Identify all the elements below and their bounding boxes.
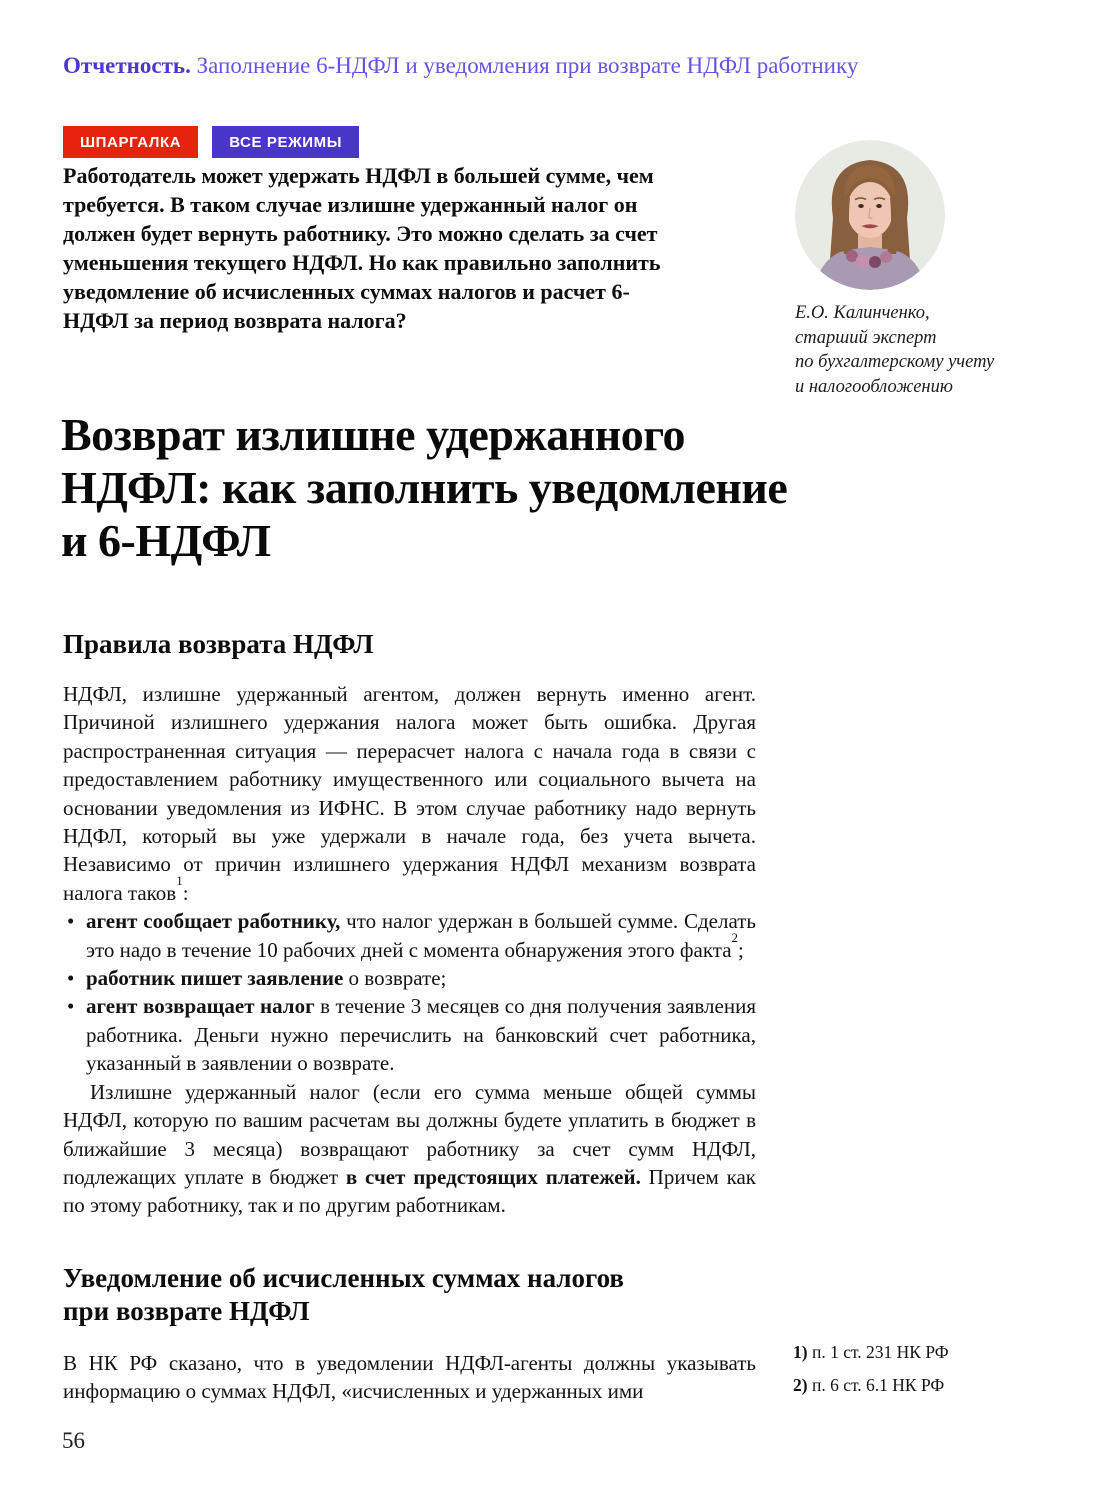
article-topic: Заполнение 6-НДФЛ и уведомления при возврате НДФЛ работнику: [196, 53, 859, 78]
badge-all-modes: ВСЕ РЕЖИМЫ: [212, 126, 359, 158]
section-heading-rules: Правила возврата НДФЛ: [63, 629, 374, 659]
article-title: [61, 408, 1071, 567]
author-role-line: и налогообложению: [795, 376, 953, 397]
paragraph: [63, 1078, 756, 1220]
footnote-ref-1: 1: [176, 872, 183, 888]
author-role-line: по бухгалтерскому учету: [795, 352, 995, 372]
paragraph-bold: в счет предстоящих платежей.: [345, 1164, 641, 1189]
footnote-number: 2): [793, 1375, 808, 1395]
footnote-text: п. 6 ст. 6.1 НК РФ: [811, 1375, 945, 1395]
author-role-line: старший эксперт: [795, 327, 937, 348]
title-line: и 6-НДФЛ: [61, 515, 271, 566]
bullet-list: [63, 907, 756, 1077]
paragraph-text: :: [182, 880, 189, 905]
kicker-line: [63, 52, 1043, 80]
paragraph-text: Причем как по этому работнику, так и по другим работникам.: [63, 1164, 756, 1218]
footnote-item: [793, 1336, 1073, 1369]
page-number: 56: [62, 1428, 85, 1453]
bullet-item: [63, 907, 756, 964]
article-lead: Работодатель может удержать НДФЛ в большей сумме, чем требуется. В таком случае излишне удержанный налог он должен будет вернуть работнику. Это можно сделать за счет уменьшения текущего НДФЛ. Но как правильно заполнить уведомление об исчисленных суммах налогов и расчет 6-НДФЛ за период возврата налога?: [63, 163, 661, 333]
paragraph: [63, 680, 756, 907]
author-block: [795, 140, 1030, 399]
bullet-text: ;: [738, 937, 744, 962]
footnote-text: п. 1 ст. 231 НК РФ: [811, 1342, 949, 1362]
title-line: НДФЛ: как заполнить уведомление: [61, 462, 788, 513]
bullet-bold: работник пишет заявление: [86, 966, 344, 991]
bullet-text: о возврате;: [343, 966, 447, 991]
bullet-bold: агент сообщает работнику,: [86, 909, 341, 934]
paragraph-text: Излишне удержанный налог (если его сумма меньше общей суммы НДФЛ, которую по вашим расчетам вы должны будете уплатить в бюджет в ближайшие 3 месяца) возвращают работнику за счет сумм НДФЛ, подлежащих уплате в бюджет: [63, 1079, 756, 1189]
heading-line: при возврате НДФЛ: [63, 1295, 310, 1326]
heading-line: Уведомление об исчисленных суммах налогов: [63, 1262, 624, 1293]
paragraph-text: В НК РФ сказано, что в уведомлении НДФЛ-агенты должны указывать информацию о суммах НДФЛ, «исчисленных и удержанных ими: [63, 1350, 756, 1404]
title-line: Возврат излишне удержанного: [61, 409, 686, 460]
rubric-label: Отчетность.: [63, 53, 191, 78]
section-heading-notification: [63, 1262, 756, 1328]
badge-row: [63, 126, 359, 158]
bullet-text: в течение 3 месяцев со дня получения заявления работника. Деньги нужно перечислить на банковский счет работника, указанный в заявлении о возврате.: [86, 994, 756, 1076]
footnote-list: [793, 1336, 1073, 1402]
author-photo: [795, 140, 945, 290]
bullet-text: что налог удержан в большей сумме. Сделать это надо в течение 10 рабочих дней с момента обнаружения этого факта: [86, 909, 756, 962]
footnote-item: [793, 1369, 1073, 1402]
bullet-item: [63, 992, 756, 1077]
paragraph: [63, 1349, 756, 1406]
badge-shpargalka: ШПАРГАЛКА: [63, 126, 198, 158]
author-caption: [795, 301, 1030, 399]
bullet-item: [63, 964, 756, 992]
footnote-ref-2: 2: [731, 929, 739, 945]
author-name: Е.О. Калинченко,: [795, 303, 930, 323]
footnote-number: 1): [793, 1342, 808, 1362]
bullet-bold: агент возвращает налог: [86, 994, 315, 1019]
paragraph-text: НДФЛ, излишне удержанный агентом, должен вернуть именно агент. Причиной излишнего удержания налога может быть ошибка. Другая распространенная ситуация — перерасчет налога с начала года в связи с предоставлением работнику имущественного или социального вычета на основании уведомления из ИФНС. В этом случае работнику надо вернуть НДФЛ, который вы уже удержали в начале года, без учета вычета. Независимо от причин излишнего удержания НДФЛ механизм возврата налога таков: [63, 682, 756, 905]
article-body: [63, 628, 756, 1406]
